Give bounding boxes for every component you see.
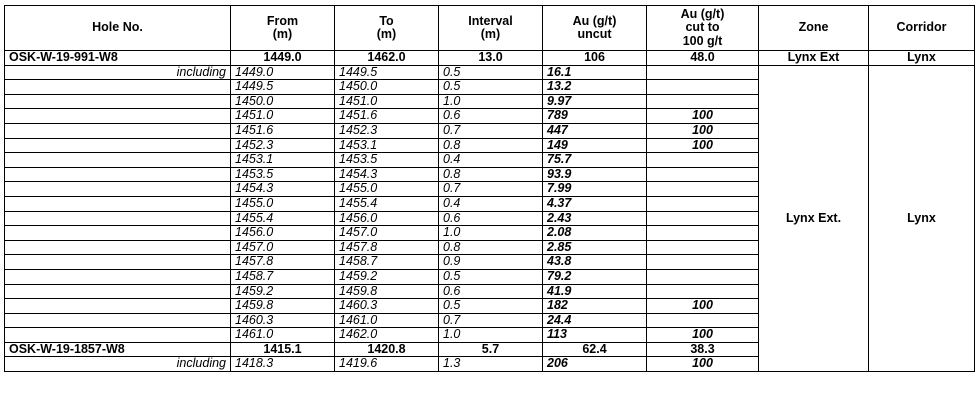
au-uncut-cell: 9.97 xyxy=(543,94,647,109)
interval-cell: 1.0 xyxy=(439,328,543,343)
from-cell: 1461.0 xyxy=(231,328,335,343)
au-cut-cell xyxy=(647,65,759,80)
interval-cell: 0.6 xyxy=(439,211,543,226)
to-cell: 1420.8 xyxy=(335,342,439,357)
interval-cell: 0.5 xyxy=(439,80,543,95)
including-label-cell xyxy=(5,328,231,343)
header-to: To (m) xyxy=(335,6,439,51)
au-cut-cell xyxy=(647,153,759,168)
from-cell: 1457.8 xyxy=(231,255,335,270)
from-cell: 1455.0 xyxy=(231,196,335,211)
to-cell: 1455.0 xyxy=(335,182,439,197)
to-cell: 1457.8 xyxy=(335,240,439,255)
au-cut-cell xyxy=(647,255,759,270)
including-label-cell: including xyxy=(5,65,231,80)
interval-cell: 0.5 xyxy=(439,65,543,80)
to-cell: 1459.2 xyxy=(335,269,439,284)
zone-merged-cell: Lynx Ext. xyxy=(759,65,869,371)
interval-cell: 0.9 xyxy=(439,255,543,270)
au-cut-cell xyxy=(647,182,759,197)
to-cell: 1456.0 xyxy=(335,211,439,226)
including-label-cell xyxy=(5,182,231,197)
au-uncut-cell: 789 xyxy=(543,109,647,124)
corridor-cell: Lynx xyxy=(869,51,975,66)
au-uncut-cell: 149 xyxy=(543,138,647,153)
including-label-cell xyxy=(5,240,231,255)
including-label-cell xyxy=(5,153,231,168)
including-label-cell xyxy=(5,80,231,95)
interval-cell: 0.6 xyxy=(439,109,543,124)
from-cell: 1449.5 xyxy=(231,80,335,95)
to-cell: 1455.4 xyxy=(335,196,439,211)
header-interval: Interval (m) xyxy=(439,6,543,51)
au-uncut-cell: 2.08 xyxy=(543,226,647,241)
au-uncut-cell: 13.2 xyxy=(543,80,647,95)
from-cell: 1415.1 xyxy=(231,342,335,357)
from-cell: 1450.0 xyxy=(231,94,335,109)
au-uncut-cell: 2.85 xyxy=(543,240,647,255)
to-cell: 1419.6 xyxy=(335,357,439,372)
au-cut-cell: 100 xyxy=(647,328,759,343)
au-uncut-cell: 62.4 xyxy=(543,342,647,357)
interval-cell: 0.7 xyxy=(439,313,543,328)
hole-number-cell: OSK-W-19-1857-W8 xyxy=(5,342,231,357)
to-cell: 1450.0 xyxy=(335,80,439,95)
au-uncut-cell: 4.37 xyxy=(543,196,647,211)
au-uncut-cell: 206 xyxy=(543,357,647,372)
including-label-cell: including xyxy=(5,357,231,372)
from-cell: 1449.0 xyxy=(231,51,335,66)
including-label-cell xyxy=(5,226,231,241)
table-row-hole xyxy=(5,51,975,66)
to-cell: 1449.5 xyxy=(335,65,439,80)
au-cut-cell xyxy=(647,284,759,299)
to-cell: 1461.0 xyxy=(335,313,439,328)
from-cell: 1458.7 xyxy=(231,269,335,284)
interval-cell: 13.0 xyxy=(439,51,543,66)
au-cut-cell: 100 xyxy=(647,357,759,372)
au-cut-cell xyxy=(647,240,759,255)
from-cell: 1452.3 xyxy=(231,138,335,153)
au-cut-cell xyxy=(647,167,759,182)
from-cell: 1453.5 xyxy=(231,167,335,182)
including-label-cell xyxy=(5,167,231,182)
including-label-cell xyxy=(5,255,231,270)
header-corridor: Corridor xyxy=(869,6,975,51)
including-label-cell xyxy=(5,196,231,211)
hole-number-cell: OSK-W-19-991-W8 xyxy=(5,51,231,66)
au-cut-cell: 100 xyxy=(647,299,759,314)
interval-cell: 1.0 xyxy=(439,94,543,109)
au-cut-cell: 48.0 xyxy=(647,51,759,66)
interval-cell: 0.7 xyxy=(439,182,543,197)
to-cell: 1457.0 xyxy=(335,226,439,241)
including-label-cell xyxy=(5,138,231,153)
table-body xyxy=(5,51,975,372)
au-cut-cell xyxy=(647,269,759,284)
au-cut-cell xyxy=(647,94,759,109)
au-cut-cell xyxy=(647,80,759,95)
to-cell: 1453.5 xyxy=(335,153,439,168)
to-cell: 1459.8 xyxy=(335,284,439,299)
including-label-cell xyxy=(5,123,231,138)
drill-results-table xyxy=(4,5,975,372)
au-uncut-cell: 24.4 xyxy=(543,313,647,328)
to-cell: 1451.6 xyxy=(335,109,439,124)
au-cut-cell: 100 xyxy=(647,109,759,124)
interval-cell: 0.4 xyxy=(439,196,543,211)
interval-cell: 0.4 xyxy=(439,153,543,168)
au-uncut-cell: 7.99 xyxy=(543,182,647,197)
including-label-cell xyxy=(5,109,231,124)
from-cell: 1454.3 xyxy=(231,182,335,197)
including-label-cell xyxy=(5,313,231,328)
interval-cell: 0.7 xyxy=(439,123,543,138)
including-label-cell xyxy=(5,284,231,299)
corridor-merged-cell: Lynx xyxy=(869,65,975,371)
header-hole-no: Hole No. xyxy=(5,6,231,51)
header-au-cut: Au (g/t) cut to 100 g/t xyxy=(647,6,759,51)
interval-cell: 0.5 xyxy=(439,299,543,314)
au-uncut-cell: 106 xyxy=(543,51,647,66)
interval-cell: 1.0 xyxy=(439,226,543,241)
to-cell: 1453.1 xyxy=(335,138,439,153)
au-uncut-cell: 447 xyxy=(543,123,647,138)
au-uncut-cell: 43.8 xyxy=(543,255,647,270)
from-cell: 1418.3 xyxy=(231,357,335,372)
from-cell: 1459.2 xyxy=(231,284,335,299)
au-cut-cell xyxy=(647,211,759,226)
interval-cell: 0.8 xyxy=(439,138,543,153)
from-cell: 1456.0 xyxy=(231,226,335,241)
from-cell: 1460.3 xyxy=(231,313,335,328)
interval-cell: 0.5 xyxy=(439,269,543,284)
au-uncut-cell: 93.9 xyxy=(543,167,647,182)
zone-cell: Lynx Ext xyxy=(759,51,869,66)
header-au-uncut: Au (g/t) uncut xyxy=(543,6,647,51)
au-uncut-cell: 75.7 xyxy=(543,153,647,168)
au-cut-cell: 100 xyxy=(647,138,759,153)
au-cut-cell xyxy=(647,226,759,241)
to-cell: 1460.3 xyxy=(335,299,439,314)
interval-cell: 1.3 xyxy=(439,357,543,372)
au-cut-cell xyxy=(647,313,759,328)
interval-cell: 5.7 xyxy=(439,342,543,357)
including-label-cell xyxy=(5,299,231,314)
from-cell: 1455.4 xyxy=(231,211,335,226)
results-table-container xyxy=(4,5,975,372)
interval-cell: 0.6 xyxy=(439,284,543,299)
au-uncut-cell: 16.1 xyxy=(543,65,647,80)
au-cut-cell: 38.3 xyxy=(647,342,759,357)
from-cell: 1451.6 xyxy=(231,123,335,138)
including-label-cell xyxy=(5,269,231,284)
from-cell: 1453.1 xyxy=(231,153,335,168)
header-row xyxy=(5,6,975,51)
to-cell: 1458.7 xyxy=(335,255,439,270)
au-uncut-cell: 2.43 xyxy=(543,211,647,226)
header-zone: Zone xyxy=(759,6,869,51)
au-uncut-cell: 79.2 xyxy=(543,269,647,284)
including-label-cell xyxy=(5,94,231,109)
to-cell: 1462.0 xyxy=(335,51,439,66)
from-cell: 1449.0 xyxy=(231,65,335,80)
au-cut-cell: 100 xyxy=(647,123,759,138)
au-uncut-cell: 182 xyxy=(543,299,647,314)
to-cell: 1462.0 xyxy=(335,328,439,343)
from-cell: 1459.8 xyxy=(231,299,335,314)
including-label-cell xyxy=(5,211,231,226)
header-from: From (m) xyxy=(231,6,335,51)
from-cell: 1451.0 xyxy=(231,109,335,124)
interval-cell: 0.8 xyxy=(439,240,543,255)
au-cut-cell xyxy=(647,196,759,211)
au-uncut-cell: 113 xyxy=(543,328,647,343)
to-cell: 1454.3 xyxy=(335,167,439,182)
au-uncut-cell: 41.9 xyxy=(543,284,647,299)
interval-cell: 0.8 xyxy=(439,167,543,182)
to-cell: 1452.3 xyxy=(335,123,439,138)
to-cell: 1451.0 xyxy=(335,94,439,109)
table-row-sample xyxy=(5,65,975,80)
from-cell: 1457.0 xyxy=(231,240,335,255)
